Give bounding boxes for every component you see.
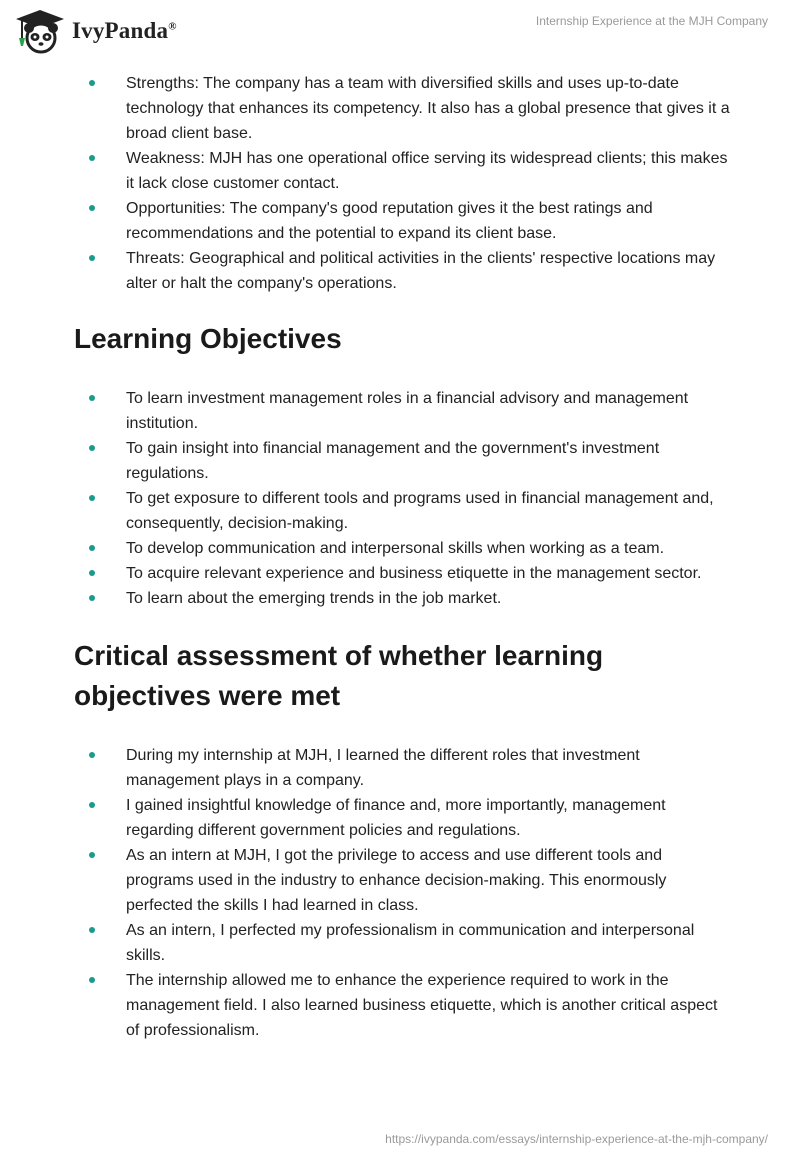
brand-logo[interactable]	[14, 8, 177, 54]
list-item: As an intern, I perfected my professionalism in communication and interpersonal skills.	[74, 918, 734, 968]
list-item: Strengths: The company has a team with diversified skills and uses up-to-date technology that enhances its competency. It also has a global presence that gives it a broad client base.	[74, 71, 734, 146]
section-heading-learning-objectives: Learning Objectives	[74, 323, 342, 354]
list-item: To learn about the emerging trends in the job market.	[74, 586, 734, 611]
page-header	[0, 0, 800, 64]
essay-content	[74, 71, 734, 1043]
list-item: Opportunities: The company's good reputation gives it the best ratings and recommendations and the potential to expand its client base.	[74, 196, 734, 246]
source-url[interactable]: https://ivypanda.com/essays/internship-experience-at-the-mjh-company/	[385, 1132, 768, 1146]
learning-objectives-list	[74, 386, 734, 611]
document-title: Internship Experience at the MJH Company	[535, 14, 768, 28]
list-item: I gained insightful knowledge of finance and, more importantly, management regarding different government policies and regulations.	[74, 793, 734, 843]
swot-list	[74, 71, 734, 296]
list-item: To learn investment management roles in a financial advisory and management institution.	[74, 386, 734, 436]
panda-graduate-icon	[14, 8, 66, 54]
list-item: Weakness: MJH has one operational office serving its widespread clients; this makes it lack close customer contact.	[74, 146, 734, 196]
list-item: Threats: Geographical and political activities in the clients' respective locations may alter or halt the company's operations.	[74, 246, 734, 296]
assessment-list	[74, 743, 734, 1043]
list-item: To acquire relevant experience and business etiquette in the management sector.	[74, 561, 734, 586]
list-item: The internship allowed me to enhance the experience required to work in the management field. I also learned business etiquette, which is another critical aspect of professionalism.	[74, 968, 734, 1043]
list-item: To get exposure to different tools and programs used in financial management and, consequently, decision-making.	[74, 486, 734, 536]
list-item: As an intern at MJH, I got the privilege to access and use different tools and programs used in the industry to enhance decision-making. This enormously perfected the skills I had learned in class.	[74, 843, 734, 918]
list-item: To gain insight into financial management and the government's investment regulations.	[74, 436, 734, 486]
list-item: During my internship at MJH, I learned the different roles that investment management plays in a company.	[74, 743, 734, 793]
list-item: To develop communication and interpersonal skills when working as a team.	[74, 536, 734, 561]
section-heading-critical-assessment: Critical assessment of whether learning objectives were met	[74, 640, 604, 711]
brand-name: IvyPanda®	[72, 18, 177, 43]
